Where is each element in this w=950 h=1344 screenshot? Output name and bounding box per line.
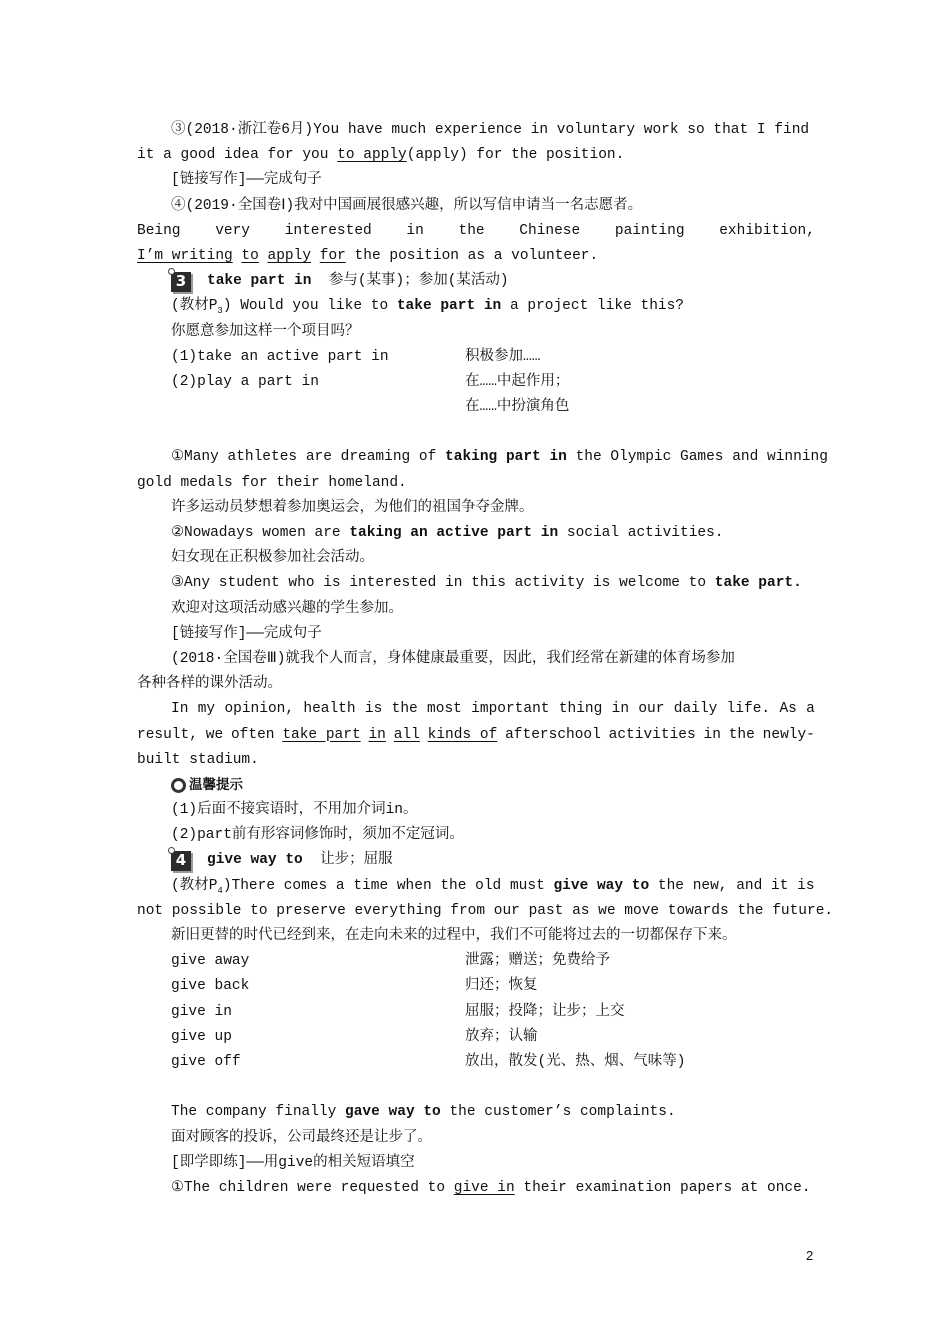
writing-task: (2018·全国卷Ⅲ)就我个人而言，身体健康最重要，因此，我们经常在新建的体育场参加 bbox=[171, 650, 735, 667]
phrase-title: take part in bbox=[207, 273, 312, 290]
example-1-cont: gold medals for their homeland. bbox=[137, 474, 407, 491]
item-4-heading bbox=[137, 848, 815, 873]
answer-blank: for bbox=[319, 247, 346, 264]
textbook-translation: 你愿意参加这样一个项目吗？ bbox=[171, 323, 360, 340]
textbook-example: (教材$P_4)There$ comes a time when the old must give way to the new, and it is bbox=[171, 877, 815, 896]
answer-blank: apply bbox=[267, 247, 312, 264]
example-2-translation: 妇女现在正积极参加社会活动。 bbox=[171, 550, 374, 567]
example-translation: 面对顾客的投诉，公司最终还是让步了。 bbox=[171, 1129, 432, 1146]
sentence-4-answer: Being very interested in the Chinese painting exhibition, bbox=[137, 222, 815, 239]
phrase-pair: give back 归还；恢复 bbox=[171, 978, 538, 995]
example-3: ③Any student who is interested in this activity is welcome to take part. bbox=[171, 575, 802, 592]
tip-heading: 温馨提示 bbox=[137, 773, 815, 798]
sentence-4-task: ④(2019·全国卷Ⅰ)我对中国画展很感兴趣，所以写信申请当一名志愿者。 bbox=[171, 197, 643, 214]
practice-label: [即学即练]——用give的相关短语填空 bbox=[171, 1154, 415, 1171]
writing-answer: In my opinion, health is the most important thing in our daily life. As a bbox=[171, 701, 815, 718]
answer-blank: in bbox=[368, 726, 386, 743]
example-1-translation: 许多运动员梦想着参加奥运会，为他们的祖国争夺金牌。 bbox=[171, 499, 534, 516]
tip-2: (2)part前有形容词修饰时，须加不定冠词。 bbox=[171, 827, 464, 844]
answer-blank: all bbox=[393, 726, 420, 743]
smiley-icon bbox=[171, 778, 186, 793]
example-1: ①Many athletes are dreaming of taking part in the Olympic Games and winning bbox=[171, 449, 828, 466]
phrase-title: give way to bbox=[207, 852, 303, 869]
item-3-heading bbox=[137, 269, 815, 294]
sentence-3-cont: it a good idea for you to apply(apply) for the position. bbox=[137, 147, 625, 164]
phrase-pair: (2)play a part in 在……中起作用； bbox=[171, 373, 570, 390]
link-writing-label: [链接写作]——完成句子 bbox=[171, 172, 322, 189]
textbook-translation: 新旧更替的时代已经到来，在走向未来的过程中，我们不可能将过去的一切都保存下来。 bbox=[171, 928, 737, 944]
textbook-example: (教材$P_3$) Would you like to take part in a project like this? bbox=[171, 298, 684, 317]
sentence-3: ③(2018·浙江卷6月)You have much experience in voluntary work so that I find bbox=[171, 122, 810, 138]
tip-1: (1)后面不接宾语时，不用加介词in。 bbox=[171, 802, 418, 819]
practice-1: ①The children were requested to give in their examination papers at once. bbox=[171, 1179, 811, 1196]
writing-answer-end: built stadium. bbox=[137, 751, 259, 768]
document-page bbox=[137, 118, 834, 1201]
example-3-translation: 欢迎对这项活动感兴趣的学生参加。 bbox=[171, 600, 403, 617]
answer-blank: kinds of bbox=[427, 726, 498, 743]
textbook-example-cont: not possible to preserve everything from our past as we move towards the future. bbox=[137, 902, 834, 919]
answer-blank: I’m writing bbox=[137, 247, 233, 264]
phrase-pair: 在……中扮演角色 bbox=[465, 399, 570, 416]
writing-task-cont: 各种各样的课外活动。 bbox=[137, 676, 282, 693]
number-4-icon: 4 bbox=[171, 851, 191, 871]
phrase-pair: give in 屈服；投降；让步；上交 bbox=[171, 1003, 625, 1020]
link-writing-label: [链接写作]——完成句子 bbox=[171, 625, 322, 642]
phrase-pair: (1)take an active part in 积极参加…… bbox=[171, 348, 541, 365]
phrase-pair: give off 放出，散发(光、热、烟、气味等) bbox=[171, 1053, 686, 1070]
answer-blank: to bbox=[241, 247, 259, 264]
phrase-meaning: 让步；屈服 bbox=[320, 852, 393, 869]
phrase-pair: give up 放弃；认输 bbox=[171, 1028, 538, 1045]
example-sentence: The company finally gave way to the customer’s complaints. bbox=[171, 1104, 676, 1121]
phrase-meaning: 参与(某事)；参加(某活动) bbox=[328, 273, 509, 290]
phrase-pair: give away 泄露；赠送；免费给予 bbox=[171, 953, 610, 970]
answer-blank: give in bbox=[453, 1179, 515, 1196]
answer-blank: to apply bbox=[337, 147, 407, 164]
example-2: ②Nowadays women are taking an active part in social activities. bbox=[171, 525, 724, 541]
sentence-4-answer-cont: I’m writing to apply for the position as a volunteer. bbox=[137, 247, 599, 264]
page-number: 2 bbox=[806, 1248, 814, 1263]
number-3-icon: 3 bbox=[171, 272, 191, 292]
writing-answer-cont: result, we often take part in all kinds of afterschool activities in the newly- bbox=[137, 723, 815, 748]
answer-blank: take part bbox=[282, 726, 361, 743]
